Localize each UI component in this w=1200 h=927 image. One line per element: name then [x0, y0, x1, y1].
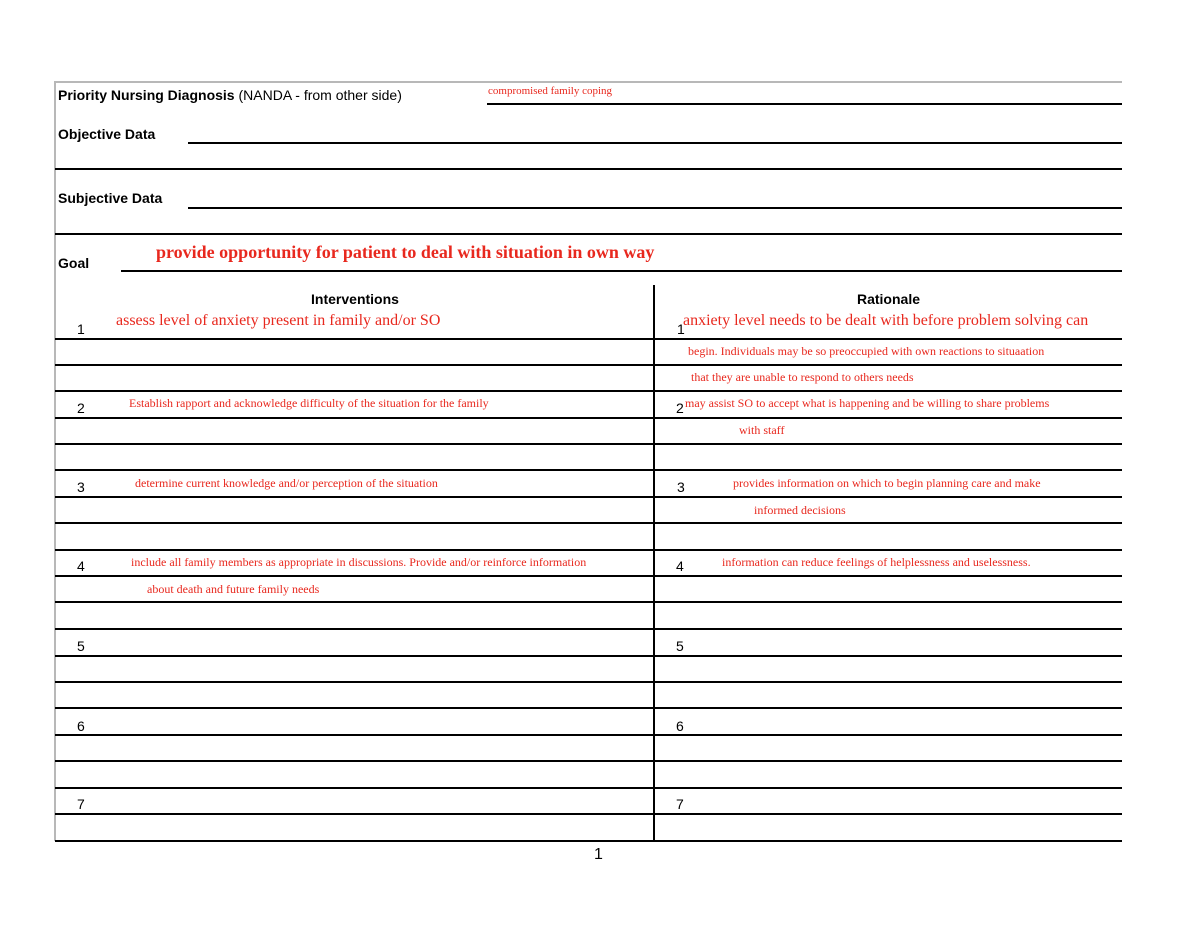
row-line: [55, 813, 1122, 815]
row-line: [55, 575, 1122, 577]
rationale-text[interactable]: informed decisions: [754, 503, 846, 517]
intervention-number: 7: [77, 796, 85, 812]
goal-label: Goal: [58, 255, 90, 271]
row-line: [55, 734, 1122, 736]
intervention-number: 6: [77, 718, 85, 734]
row-line: [55, 522, 1122, 524]
intervention-number: 2: [77, 400, 85, 416]
objective-data-field[interactable]: [188, 142, 1122, 144]
row-line: [55, 628, 1122, 630]
rationale-text[interactable]: provides information on which to begin planning care and make: [733, 476, 1041, 490]
subjective-data-label: Subjective Data: [58, 190, 163, 206]
intervention-text[interactable]: about death and future family needs: [147, 582, 320, 596]
diagnosis-underline: [487, 103, 1122, 105]
rationale-text[interactable]: anxiety level needs to be dealt with before problem solving can: [683, 312, 1089, 329]
goal-value[interactable]: provide opportunity for patient to deal with situation in own way: [156, 242, 655, 262]
diagnosis-label: [58, 87, 402, 103]
rationale-text[interactable]: with staff: [739, 423, 785, 437]
page-number: 1: [594, 846, 603, 863]
objective-data-field-2[interactable]: [55, 168, 1122, 170]
rationale-text[interactable]: that they are unable to respond to others needs: [691, 370, 914, 384]
row-line: [55, 681, 1122, 683]
intervention-text[interactable]: assess level of anxiety present in family and/or SO: [116, 312, 441, 329]
row-line: [55, 787, 1122, 789]
diagnosis-label-rest: (NANDA - from other side): [234, 87, 402, 103]
diagnosis-label-bold: Priority Nursing Diagnosis: [58, 87, 235, 103]
row-line: [55, 760, 1122, 762]
row-line: [55, 601, 1122, 603]
row-line: [55, 707, 1122, 709]
intervention-number: 5: [77, 638, 85, 654]
rationale-number: 1: [677, 321, 685, 337]
rationale-text[interactable]: begin. Individuals may be so preoccupied with own reactions to situaation: [688, 344, 1045, 358]
row-line: [55, 417, 1122, 419]
rationale-number: 6: [676, 718, 684, 734]
intervention-number: 4: [77, 558, 85, 574]
row-line: [55, 364, 1122, 366]
rationale-text[interactable]: information can reduce feelings of helplessness and uselessness.: [722, 555, 1031, 569]
intervention-text[interactable]: Establish rapport and acknowledge difficulty of the situation for the family: [129, 396, 489, 410]
row-line: [55, 496, 1122, 498]
intervention-number: 3: [77, 479, 85, 495]
rationale-number: 5: [676, 638, 684, 654]
diagnosis-value[interactable]: compromised family coping: [488, 85, 613, 97]
rationale-number: 3: [677, 479, 685, 495]
objective-data-label: Objective Data: [58, 126, 156, 142]
form-top-border: [54, 81, 1122, 83]
rationale-number: 4: [676, 558, 684, 574]
intervention-number: 1: [77, 321, 85, 337]
subjective-data-field-2[interactable]: [55, 233, 1122, 235]
row-line: [55, 469, 1122, 471]
intervention-text[interactable]: determine current knowledge and/or perception of the situation: [135, 476, 438, 490]
goal-underline: [121, 270, 1122, 272]
form-left-border: [54, 81, 56, 841]
interventions-header: Interventions: [311, 291, 399, 307]
row-line: [55, 338, 1122, 340]
rationale-text[interactable]: may assist SO to accept what is happening and be willing to share problems: [685, 396, 1050, 410]
intervention-text[interactable]: include all family members as appropriate in discussions. Provide and/or reinforce information: [131, 555, 587, 569]
rationale-number: 7: [676, 796, 684, 812]
subjective-data-field[interactable]: [188, 207, 1122, 209]
rationale-number: 2: [676, 400, 684, 416]
column-divider: [653, 285, 655, 841]
row-line: [55, 840, 1122, 842]
row-line: [55, 443, 1122, 445]
row-line: [55, 549, 1122, 551]
row-line: [55, 655, 1122, 657]
row-line: [55, 390, 1122, 392]
rationale-header: Rationale: [856, 291, 920, 307]
